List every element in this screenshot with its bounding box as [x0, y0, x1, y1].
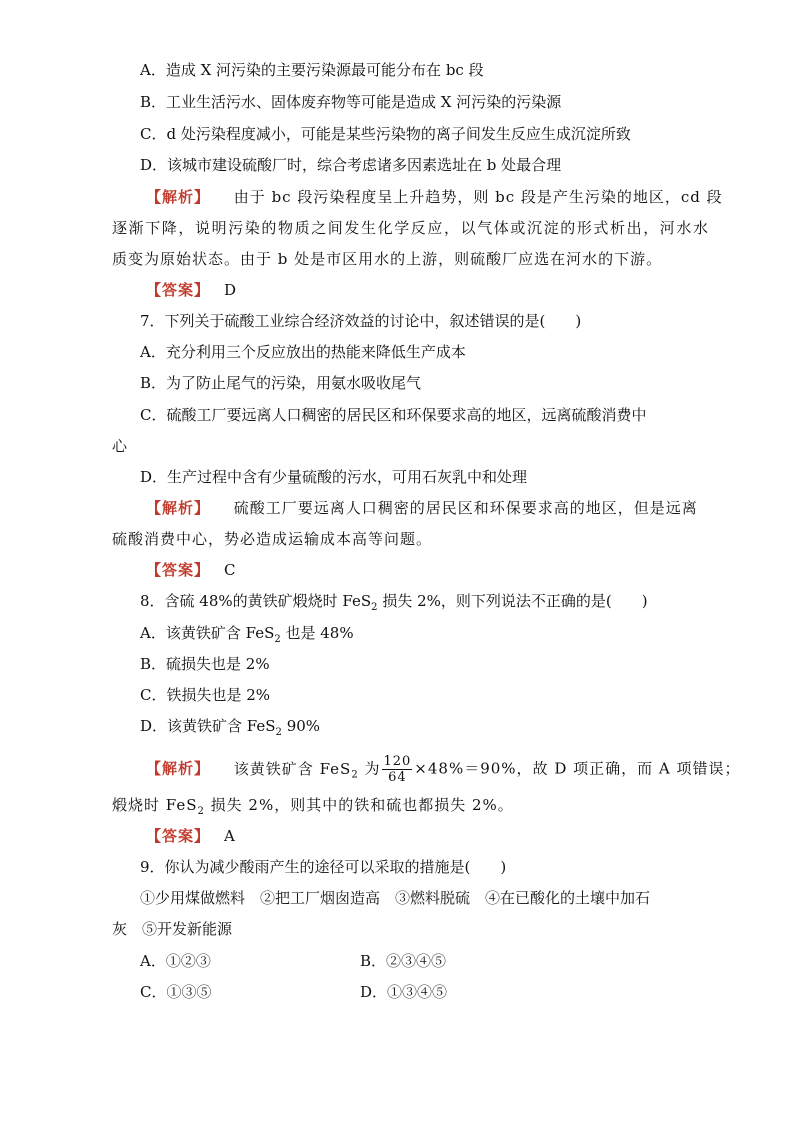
q7-analysis-line-1	[146, 498, 698, 518]
q6-analysis-line-3: 质变为原始状态。由于 b 处是市区用水的上游，则硫酸厂应选在河水的下游。	[112, 250, 663, 268]
q7-analysis-text-1: 硫酸工厂要远离人口稠密的居民区和环保要求高的地区，但是远离	[233, 499, 698, 517]
q8-option-d	[140, 716, 320, 743]
q8-option-a-post: 也是 48%	[280, 624, 354, 642]
q8-stem-post: 损失 2%，则下列说法不正确的是( )	[377, 592, 648, 610]
q8-option-c: C．铁损失也是 2%	[140, 686, 271, 704]
q6-answer-value: D	[224, 281, 237, 299]
answer-tag: 【答案】	[146, 281, 211, 299]
analysis-tag: 【解析】	[146, 499, 211, 517]
q8-answer-row	[146, 826, 235, 846]
analysis-tag: 【解析】	[146, 188, 211, 206]
q7-option-c-line-1: C．硫酸工厂要远离人口稠密的居民区和环保要求高的地区，远离硫酸消费中	[140, 406, 647, 424]
q8-analysis-post: ×48%＝90%，故 D 项正确，而 A 项错误；	[414, 759, 741, 778]
q8-analysis-pre: 该黄铁矿含 FeS	[233, 759, 352, 778]
q6-analysis-text-1: 由于 bc 段污染程度呈上升趋势，则 bc 段是产生污染的地区，cd 段	[233, 188, 723, 206]
q8-analysis-mid: 为	[358, 759, 381, 778]
q8-option-a	[140, 623, 354, 650]
q7-option-a: A．充分利用三个反应放出的热能来降低生产成本	[140, 343, 466, 361]
q6-option-c: C．d 处污染程度减小，可能是某些污染物的离子间发生反应生成沉淀所致	[140, 125, 631, 143]
q8-option-d-sub: 2	[275, 727, 282, 738]
q8-analysis-line2-pre: 煅烧时 FeS	[112, 796, 198, 814]
q8-stem	[140, 591, 648, 618]
q7-answer-row	[146, 560, 236, 580]
q8-option-a-pre: A．该黄铁矿含 FeS	[140, 624, 275, 642]
q8-stem-sub: 2	[371, 602, 378, 613]
fraction-numerator: 120	[383, 754, 412, 769]
q8-answer-value: A	[224, 827, 235, 845]
q9-measures-line-1: ①少用煤做燃料 ②把工厂烟囱造高 ③燃料脱硫 ④在已酸化的土壤中加石	[140, 889, 651, 907]
q7-option-c-line-2: 心	[112, 437, 128, 455]
q8-analysis-line2-post: 损失 2%，则其中的铁和硫也都损失 2%。	[204, 796, 514, 814]
q8-option-a-sub: 2	[274, 634, 281, 645]
q8-analysis-line2-sub: 2	[197, 806, 205, 817]
q9-choice-b: B．②③④⑤	[360, 952, 447, 970]
analysis-tag: 【解析】	[146, 759, 211, 778]
q6-option-a: A．造成 X 河污染的主要污染源最可能分布在 bc 段	[140, 61, 484, 79]
q8-option-b: B．硫损失也是 2%	[140, 655, 270, 673]
q8-analysis-line-2	[112, 795, 514, 822]
q9-measures-line-2: 灰 ⑤开发新能源	[112, 920, 233, 938]
q7-stem: 7．下列关于硫酸工业综合经济效益的讨论中，叙述错误的是( )	[140, 312, 582, 330]
q6-option-b: B．工业生活污水、固体废弃物等可能是造成 X 河污染的污染源	[140, 93, 562, 111]
q7-option-d: D．生产过程中含有少量硫酸的污水，可用石灰乳中和处理	[140, 468, 528, 486]
q7-answer-value: C	[224, 561, 236, 579]
q6-answer-row	[146, 280, 236, 300]
q7-analysis-line-2: 硫酸消费中心，势必造成运输成本高等问题。	[112, 530, 433, 548]
q8-analysis-line-1	[146, 754, 740, 786]
q8-stem-pre: 8．含硫 48%的黄铁矿煅烧时 FeS	[140, 592, 372, 610]
q9-choice-a: A．①②③	[140, 952, 211, 970]
answer-tag: 【答案】	[146, 561, 211, 579]
fraction	[382, 754, 412, 785]
fraction-denominator: 64	[388, 770, 407, 785]
answer-tag: 【答案】	[146, 827, 211, 845]
q7-option-b: B．为了防止尾气的污染，用氨水吸收尾气	[140, 374, 422, 392]
q9-stem: 9．你认为减少酸雨产生的途径可以采取的措施是( )	[140, 858, 507, 876]
q6-analysis-line-2: 逐渐下降，说明污染的物质之间发生化学反应，以气体或沉淀的形式析出，河水水	[112, 219, 710, 237]
q6-analysis-line-1	[146, 187, 723, 207]
q8-analysis-sub: 2	[351, 769, 359, 781]
q9-choice-d: D．①③④⑤	[360, 983, 448, 1001]
q6-option-d: D．该城市建设硫酸厂时，综合考虑诸多因素选址在 b 处最合理	[140, 156, 562, 174]
q8-option-d-post: 90%	[281, 717, 321, 735]
q8-option-d-pre: D．该黄铁矿含 FeS	[140, 717, 276, 735]
q9-choice-c: C．①③⑤	[140, 983, 212, 1001]
